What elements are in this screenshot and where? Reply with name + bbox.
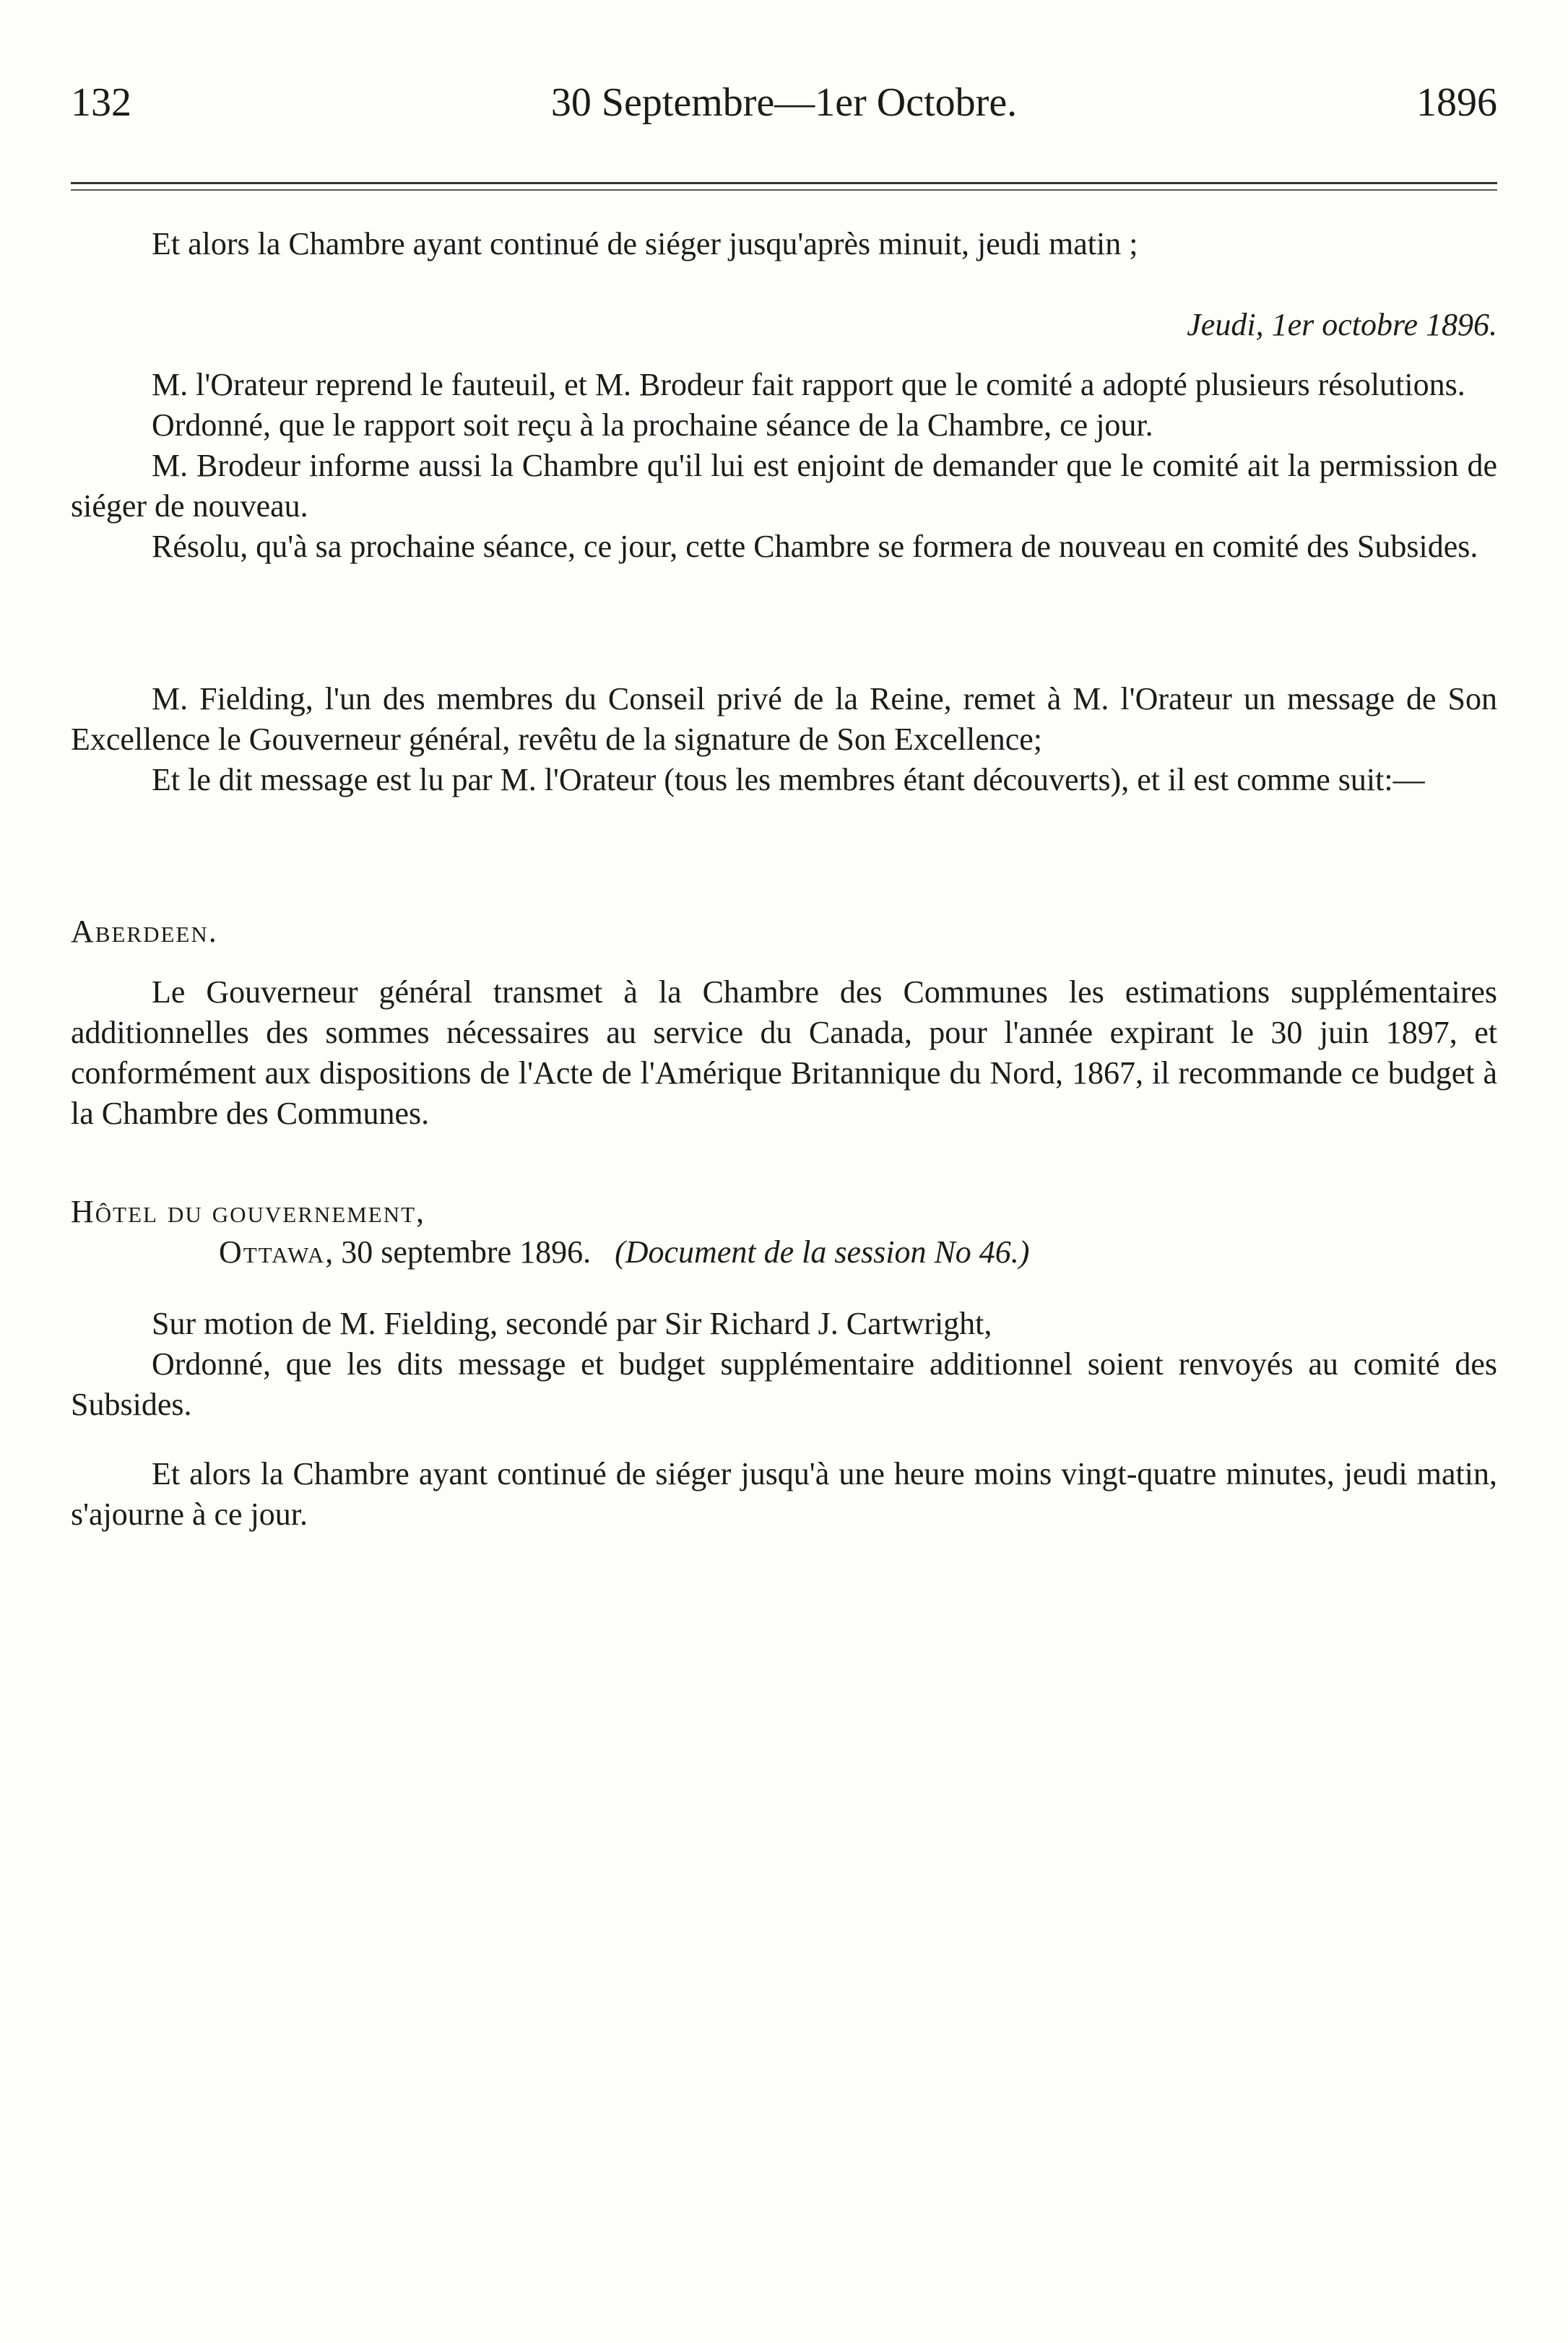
paragraph-ajourne: Et alors la Chambre ayant continué de siéger jusqu'à une heure moins vingt-quatre minutes, jeudi matin, s'ajourne à ce jour. bbox=[71, 1456, 1497, 1532]
paragraph-estimations: Le Gouverneur général transmet à la Chambre des Communes les estimations supplémentaires additionnelles des sommes nécessaires au service du Canada, pour l'année expirant le 30 juin 1897, et conformément aux dispositions de l'Acte de l'Amérique Britannique du Nord, 1867, il recommande ce budget à la Chambre des Communes. bbox=[71, 974, 1497, 1131]
signature-block bbox=[71, 911, 1497, 952]
proceedings-block-4 bbox=[71, 1454, 1497, 1535]
paragraph-text: Et alors la Chambre ayant continué de siéger jusqu'après minuit, jeudi matin ; bbox=[152, 226, 1138, 261]
document-reference: (Document de la session No 46.) bbox=[615, 1234, 1030, 1270]
page-number: 132 bbox=[71, 80, 131, 125]
place-date-block bbox=[71, 1192, 1497, 1273]
place-date: , 30 septembre 1896. bbox=[325, 1234, 592, 1270]
signature-aberdeen: Aberdeen. bbox=[71, 914, 218, 949]
paragraph-message-lu: Et le dit message est lu par M. l'Orateur (tous les membres étant découverts), et il est comme suit:— bbox=[152, 762, 1425, 797]
dateline-text: Jeudi, 1er octobre 1896. bbox=[1187, 307, 1497, 342]
paragraph-ordonne-rapport: Ordonné, que le rapport soit reçu à la prochaine séance de la Chambre, ce jour. bbox=[152, 407, 1153, 443]
header-year: 1896 bbox=[1416, 80, 1497, 125]
header-date-range: 30 Septembre—1er Octobre. bbox=[550, 80, 1018, 125]
paragraph-fielding-message: M. Fielding, l'un des membres du Conseil privé de la Reine, remet à M. l'Orateur un message de Son Excellence le Gouverneur général, revêtu de la signature de Son Excellence; bbox=[71, 681, 1497, 757]
proceedings-block-2 bbox=[71, 679, 1497, 800]
message-body bbox=[71, 972, 1497, 1134]
paragraph-resolu: Résolu, qu'à sa prochaine séance, ce jour, cette Chambre se formera de nouveau en comité des Subsides. bbox=[152, 529, 1478, 564]
header-rule-secondary bbox=[71, 189, 1497, 191]
paragraph-brodeur-informe: M. Brodeur informe aussi la Chambre qu'il lui est enjoint de demander que le comité ait la permission de siéger de nouveau. bbox=[71, 448, 1497, 524]
dateline bbox=[71, 305, 1497, 345]
proceedings-block-3 bbox=[71, 1304, 1497, 1425]
place-city: Ottawa bbox=[219, 1234, 326, 1270]
page-header bbox=[71, 74, 1497, 131]
place-hotel-gouvernement: Hôtel du gouvernement, bbox=[71, 1194, 426, 1229]
place-date-line bbox=[71, 1232, 1497, 1273]
header-rule bbox=[71, 182, 1497, 184]
paragraph-sitting-continued bbox=[71, 224, 1497, 264]
proceedings-block-1 bbox=[71, 365, 1497, 567]
paragraph-ordonne-renvoyes: Ordonné, que les dits message et budget supplémentaire additionnel soient renvoyés au comité des Subsides. bbox=[71, 1346, 1497, 1422]
paragraph-orateur-reprend: M. l'Orateur reprend le fauteuil, et M. Brodeur fait rapport que le comité a adopté plusieurs résolutions. bbox=[152, 367, 1465, 402]
paragraph-sur-motion: Sur motion de M. Fielding, secondé par Sir Richard J. Cartwright, bbox=[152, 1306, 992, 1341]
